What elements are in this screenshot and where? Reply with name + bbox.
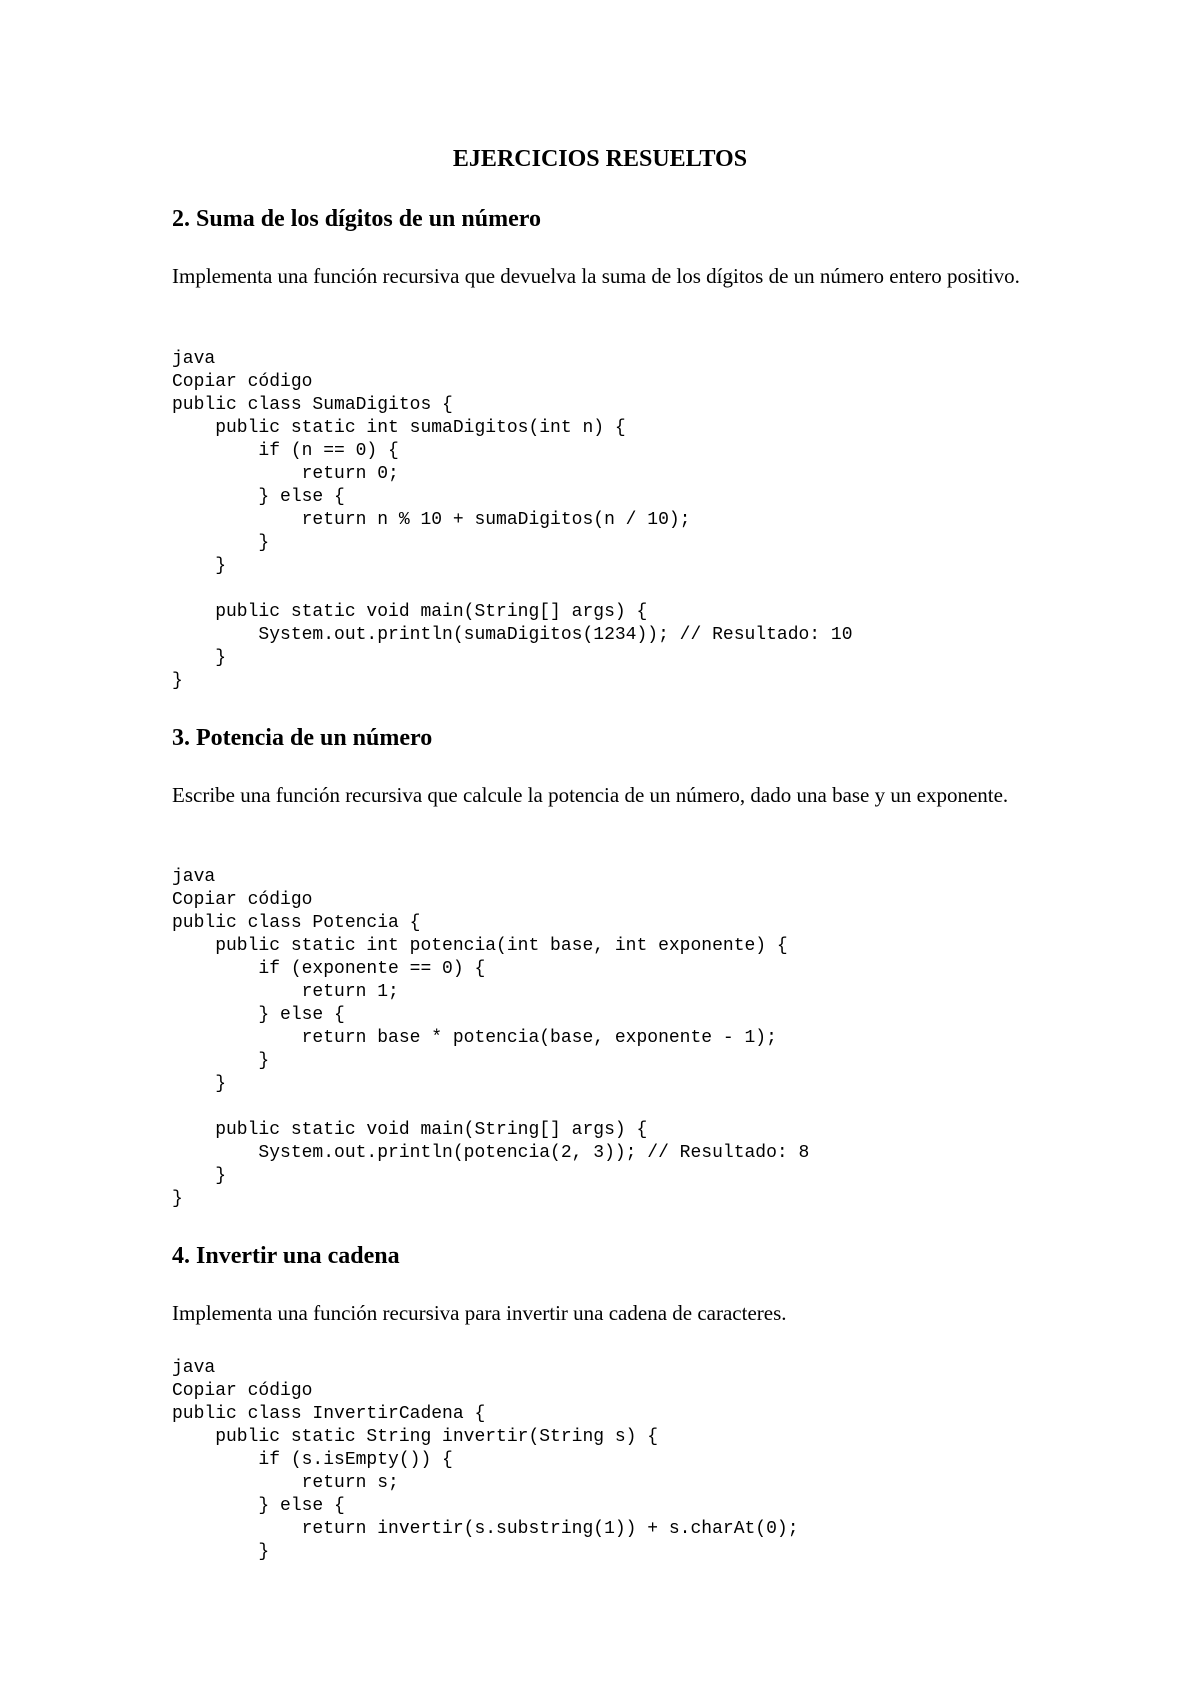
code-line: return 1; xyxy=(172,982,399,1002)
section-heading-potencia: 3. Potencia de un número xyxy=(172,725,433,751)
code-line: public class Potencia { xyxy=(172,913,421,933)
code-line: System.out.println(sumaDigitos(1234)); // Resultado: 10 xyxy=(172,625,853,645)
code-line: java xyxy=(172,349,216,369)
code-line: } xyxy=(172,1074,227,1094)
code-line: return invertir(s.substring(1)) + s.charAt(0); xyxy=(172,1519,799,1539)
document-title: EJERCICIOS RESUELTOS xyxy=(452,146,748,172)
code-line: public class InvertirCadena { xyxy=(172,1404,486,1424)
section-description-potencia: Escribe una función recursiva que calcule la potencia de un número, dado una base y un exponente. xyxy=(172,783,1009,807)
code-block-invertir-cadena xyxy=(172,1357,1072,1564)
code-line: } xyxy=(172,556,227,576)
code-line: } else { xyxy=(172,487,345,507)
code-line: } else { xyxy=(172,1005,345,1025)
code-line: } xyxy=(172,1051,270,1071)
code-line: } xyxy=(172,1189,183,1209)
code-line: } xyxy=(172,648,227,668)
code-line: } xyxy=(172,533,270,553)
code-line: } else { xyxy=(172,1496,345,1516)
code-line: public static int potencia(int base, int exponente) { xyxy=(172,936,788,956)
code-line: System.out.println(potencia(2, 3)); // Resultado: 8 xyxy=(172,1143,810,1163)
code-line: return n % 10 + sumaDigitos(n / 10); xyxy=(172,510,691,530)
code-line xyxy=(172,578,1072,601)
code-line: public static void main(String[] args) { xyxy=(172,1120,648,1140)
code-line: public class SumaDigitos { xyxy=(172,395,453,415)
code-line: Copiar código xyxy=(172,890,313,910)
section-heading-suma-digitos: 2. Suma de los dígitos de un número xyxy=(172,206,541,232)
section-heading-invertir-cadena: 4. Invertir una cadena xyxy=(172,1243,400,1269)
code-line: return base * potencia(base, exponente - 1); xyxy=(172,1028,777,1048)
code-line: if (exponente == 0) { xyxy=(172,959,486,979)
code-line: return s; xyxy=(172,1473,399,1493)
code-line: public static void main(String[] args) { xyxy=(172,602,648,622)
code-line: java xyxy=(172,1358,216,1378)
code-line: return 0; xyxy=(172,464,399,484)
code-line: } xyxy=(172,1542,270,1562)
code-line: java xyxy=(172,867,216,887)
code-line: } xyxy=(172,1166,227,1186)
section-description-invertir-cadena: Implementa una función recursiva para invertir una cadena de caracteres. xyxy=(172,1301,787,1325)
code-line xyxy=(172,1096,1072,1119)
code-line: public static String invertir(String s) { xyxy=(172,1427,659,1447)
code-block-potencia xyxy=(172,866,1072,1211)
code-line: if (s.isEmpty()) { xyxy=(172,1450,453,1470)
code-line: if (n == 0) { xyxy=(172,441,399,461)
code-line: Copiar código xyxy=(172,372,313,392)
code-line: public static int sumaDigitos(int n) { xyxy=(172,418,626,438)
code-block-suma-digitos xyxy=(172,348,1072,693)
code-line: Copiar código xyxy=(172,1381,313,1401)
section-description-suma-digitos: Implementa una función recursiva que devuelva la suma de los dígitos de un número entero positivo. xyxy=(172,264,1020,288)
code-line: } xyxy=(172,671,183,691)
